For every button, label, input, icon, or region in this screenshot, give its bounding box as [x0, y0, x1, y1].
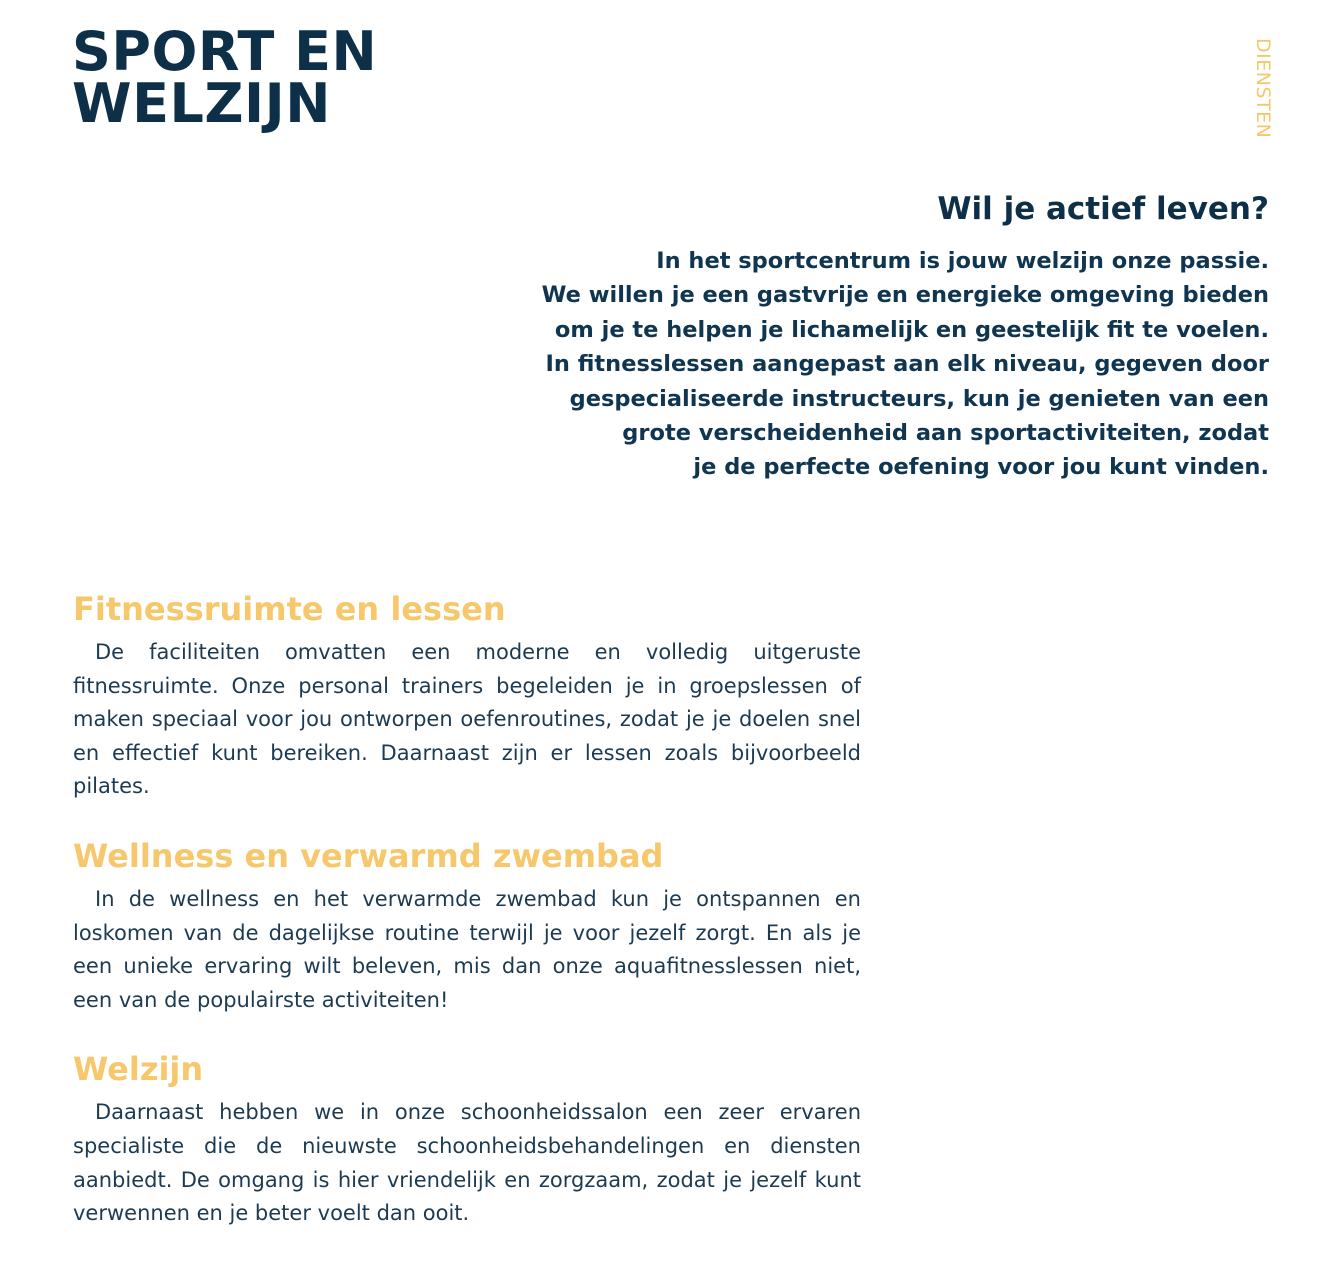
section-body: De faciliteiten omvatten een moderne en volledig uitgeruste fitnessruimte. Onze personal trainers begeleiden je in groepslessen of maken speciaal voor jou ontworpen oefenroutines, zodat je je doelen snel en effectief kunt bereiken. Daarnaast zijn er lessen zoals bijvoorbeeld pilates.	[73, 640, 861, 799]
section-body: In de wellness en het verwarmde zwembad kun je ontspannen en loskomen van de dagelijkse routine terwijl je voor jezelf zorgt. En als je een unieke ervaring wilt beleven, mis dan onze aquafitnesslessen niet, een van de populairste activiteiten!	[73, 886, 861, 1012]
section-heading: Fitnessruimte en lessen	[73, 590, 506, 628]
page-title-line-2: WELZIJN	[72, 72, 331, 135]
intro-line: om je te helpen je lichamelijk en geestelijk fit te voelen.	[554, 316, 1269, 343]
intro-block	[469, 188, 1269, 485]
section-body: Daarnaast hebben we in onze schoonheidssalon een zeer ervaren specialiste die de nieuwste schoonheidsbehandelingen en diensten aanbiedt. De omgang is hier vriendelijk en zorgzaam, zodat je jezelf kunt verwennen en je beter voelt dan ooit.	[73, 1100, 861, 1226]
intro-line: In fitnesslessen aangepast aan elk niveau, gegeven door	[545, 351, 1269, 378]
page-title-line-1: SPORT EN	[72, 20, 378, 83]
section-tag: DIENSTEN	[1252, 38, 1274, 139]
page-title	[72, 20, 378, 135]
services-content	[73, 588, 861, 1231]
intro-line: grote verscheidenheid aan sportactiviteiten, zodat	[622, 420, 1269, 447]
intro-line: In het sportcentrum is jouw welzijn onze passie.	[656, 248, 1269, 274]
intro-line: gespecialiseerde instructeurs, kun je genieten van een	[569, 385, 1269, 412]
intro-heading: Wil je actief leven?	[937, 191, 1269, 227]
section-fitness	[73, 588, 861, 804]
section-heading: Welzijn	[73, 1050, 204, 1089]
intro-line: je de perfecte oefening voor jou kunt vinden.	[693, 454, 1269, 481]
intro-line: We willen je een gastvrije en energieke omgeving bieden	[541, 282, 1269, 309]
section-wellness	[73, 835, 861, 1017]
section-welzijn	[73, 1048, 861, 1230]
section-heading: Wellness en verwarmd zwembad	[73, 836, 664, 875]
intro-text	[469, 244, 1269, 485]
